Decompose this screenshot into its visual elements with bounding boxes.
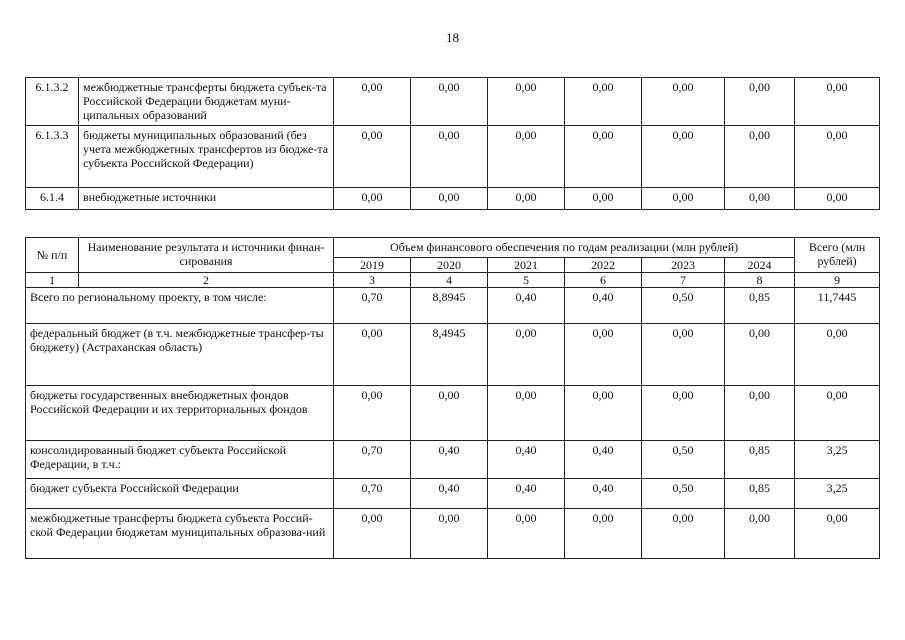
value-cell: 0,00 — [642, 126, 725, 188]
value-cell: 0,50 — [642, 288, 725, 324]
value-cell: 0,00 — [725, 188, 795, 210]
value-cell: 0,00 — [642, 78, 725, 126]
header-total: Всего (млн рублей) — [795, 238, 880, 273]
row-name: Всего по региональному проекту, в том числе: — [26, 288, 334, 324]
index-cell: 8 — [725, 273, 795, 288]
value-cell: 0,00 — [488, 324, 565, 386]
row-name: бюджеты государственных внебюджетных фондов Российской Федерации и их территориальных фондов — [26, 386, 334, 441]
value-cell: 0,00 — [488, 386, 565, 441]
value-cell: 0,40 — [488, 479, 565, 509]
row-name: межбюджетные трансферты бюджета субъек-та Российской Федерации бюджетам муни-ципальных образований — [79, 78, 334, 126]
row-code: 6.1.3.3 — [26, 126, 79, 188]
table-row — [26, 479, 880, 509]
value-cell: 0,00 — [488, 126, 565, 188]
index-row — [26, 273, 880, 288]
index-cell: 9 — [795, 273, 880, 288]
index-cell: 4 — [411, 273, 488, 288]
header-row — [26, 238, 880, 258]
index-cell: 2 — [79, 273, 334, 288]
value-cell: 0,70 — [334, 288, 411, 324]
value-cell: 0,70 — [334, 441, 411, 479]
table-row — [26, 188, 880, 210]
row-name: консолидированный бюджет субъекта Российской Федерации, в т.ч.: — [26, 441, 334, 479]
row-name: федеральный бюджет (в т.ч. межбюджетные трансфер-ты бюджету) (Астраханская область) — [26, 324, 334, 386]
row-name: межбюджетные трансферты бюджета субъекта Россий-ской Федерации бюджетам муниципальных образова-ний — [26, 509, 334, 559]
value-cell: 0,40 — [411, 479, 488, 509]
row-name: внебюджетные источники — [79, 188, 334, 210]
value-cell: 0,40 — [488, 441, 565, 479]
value-cell: 0,00 — [334, 324, 411, 386]
value-cell: 0,85 — [725, 288, 795, 324]
value-cell: 0,00 — [565, 188, 642, 210]
header-year: 2019 — [334, 258, 411, 273]
header-num: № п/п — [26, 238, 79, 273]
value-cell: 0,00 — [642, 386, 725, 441]
header-year: 2021 — [488, 258, 565, 273]
header-name: Наименование результата и источники финан-сирования — [79, 238, 334, 273]
value-cell: 8,4945 — [411, 324, 488, 386]
value-cell: 0,00 — [565, 78, 642, 126]
row-code: 6.1.4 — [26, 188, 79, 210]
value-cell: 0,40 — [565, 441, 642, 479]
value-cell: 0,00 — [795, 509, 880, 559]
value-cell: 0,40 — [565, 479, 642, 509]
header-year: 2024 — [725, 258, 795, 273]
value-cell: 0,00 — [795, 324, 880, 386]
value-cell: 0,00 — [725, 386, 795, 441]
funding-table-continued — [25, 77, 880, 210]
value-cell: 0,00 — [411, 509, 488, 559]
value-cell: 0,00 — [411, 188, 488, 210]
value-cell: 0,00 — [411, 78, 488, 126]
value-cell: 11,7445 — [795, 288, 880, 324]
value-cell: 0,85 — [725, 479, 795, 509]
header-year: 2020 — [411, 258, 488, 273]
value-cell: 0,00 — [411, 386, 488, 441]
value-cell: 0,00 — [795, 126, 880, 188]
index-cell: 1 — [26, 273, 79, 288]
value-cell: 3,25 — [795, 479, 880, 509]
value-cell: 0,50 — [642, 479, 725, 509]
value-cell: 0,00 — [642, 324, 725, 386]
table-row — [26, 324, 880, 386]
value-cell: 0,40 — [565, 288, 642, 324]
value-cell: 0,00 — [642, 188, 725, 210]
value-cell: 0,00 — [334, 188, 411, 210]
value-cell: 0,40 — [488, 288, 565, 324]
value-cell: 0,00 — [334, 509, 411, 559]
value-cell: 0,50 — [642, 441, 725, 479]
value-cell: 0,00 — [795, 188, 880, 210]
table-row — [26, 126, 880, 188]
row-code: 6.1.3.2 — [26, 78, 79, 126]
value-cell: 0,00 — [795, 386, 880, 441]
value-cell: 0,00 — [725, 78, 795, 126]
table-row — [26, 78, 880, 126]
table-row — [26, 288, 880, 324]
value-cell: 0,00 — [565, 509, 642, 559]
value-cell: 0,40 — [411, 441, 488, 479]
value-cell: 0,00 — [795, 78, 880, 126]
index-cell: 3 — [334, 273, 411, 288]
value-cell: 0,00 — [565, 126, 642, 188]
value-cell: 0,00 — [488, 509, 565, 559]
table-row — [26, 441, 880, 479]
value-cell: 0,00 — [334, 126, 411, 188]
value-cell: 3,25 — [795, 441, 880, 479]
value-cell: 0,00 — [565, 386, 642, 441]
value-cell: 8,8945 — [411, 288, 488, 324]
value-cell: 0,00 — [334, 78, 411, 126]
index-cell: 6 — [565, 273, 642, 288]
header-year: 2023 — [642, 258, 725, 273]
value-cell: 0,00 — [725, 126, 795, 188]
funding-table — [25, 237, 880, 559]
row-name: бюджет субъекта Российской Федерации — [26, 479, 334, 509]
value-cell: 0,00 — [334, 386, 411, 441]
value-cell: 0,70 — [334, 479, 411, 509]
value-cell: 0,00 — [565, 324, 642, 386]
value-cell: 0,00 — [488, 188, 565, 210]
row-name: бюджеты муниципальных образований (без учета межбюджетных трансфертов из бюдже-та субъекта Российской Федерации) — [79, 126, 334, 188]
value-cell: 0,85 — [725, 441, 795, 479]
header-volume: Объем финансового обеспечения по годам реализации (млн рублей) — [334, 238, 795, 258]
value-cell: 0,00 — [642, 509, 725, 559]
index-cell: 7 — [642, 273, 725, 288]
table-row — [26, 509, 880, 559]
value-cell: 0,00 — [725, 509, 795, 559]
page-number: 18 — [446, 30, 459, 45]
value-cell: 0,00 — [725, 324, 795, 386]
header-year: 2022 — [565, 258, 642, 273]
table-row — [26, 386, 880, 441]
index-cell: 5 — [488, 273, 565, 288]
value-cell: 0,00 — [488, 78, 565, 126]
value-cell: 0,00 — [411, 126, 488, 188]
